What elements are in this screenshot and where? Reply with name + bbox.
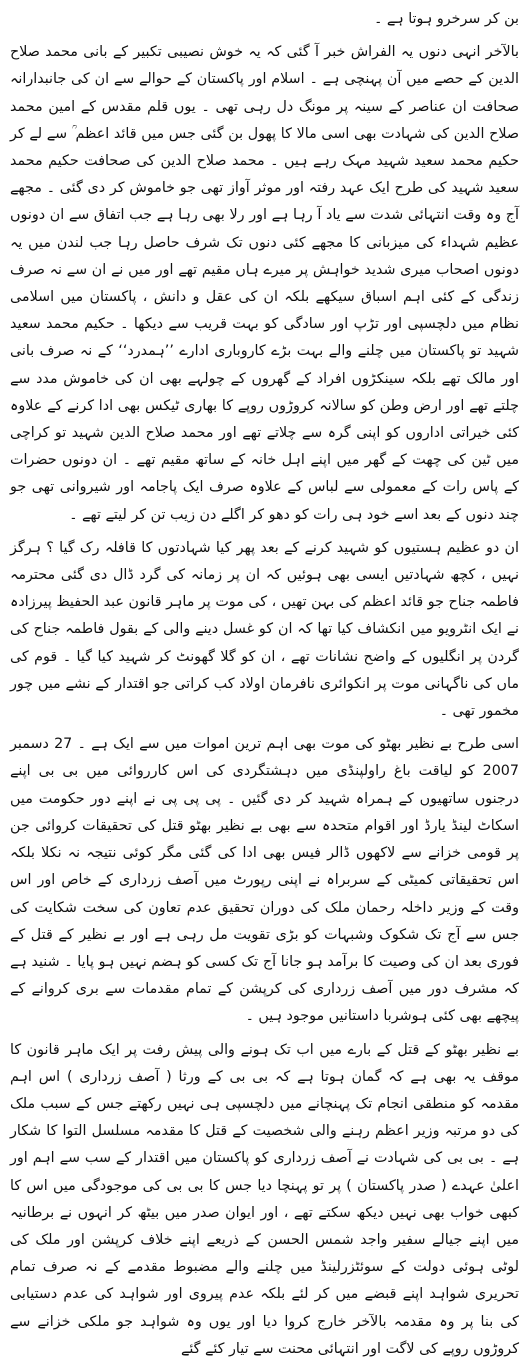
paragraph-salahuddin: بالآخر انہی دنوں یہ الفراش خبر آ گئی کہ یہ خوش نصیبی تکبیر کے بانی محمد صلاح الدین کے حصے میں آن پہنچی ہے ۔ اسلام اور پاکستان کے حوالے سے ان کی جانبدارانہ صحافت ان عناصر کے سینہ پر مونگ دل رہی تھی ۔ یوں قلم مقدس کے امین محمد صلاح الدین کی شہادت بھی اسی مالا کا پھول بن گئی جس میں قائد اعظم ؒ سے لے کر حکیم محمد سعید شہید مہک رہے ہیں ۔ محمد صلاح الدین کی صحافت حکیم محمد سعید شہید کی طرح ایک عہد رفتہ اور موثر آواز تھی جو خاموش کر دی گئی ۔ مجھے آج وہ وقت انتہائی شدت سے یاد آ رہا ہے اور رلا بھی رہا ہے جب اتفاق سے ان دونوں عظیم شہداء کی میزبانی کا مجھے کئی دنوں تک شرف حاصل رہا جب لندن میں یہ دونوں اصحاب میری شدید خواہش پر میرے ہاں مقیم تھے اور میں نے ان سے نہ صرف زندگی کے کئی اہم اسباق سیکھے بلکہ ان کی عقل و دانش ، پاکستان میں اسلامی نظام میں دلچسپی اور تڑپ اور سادگی کو بہت قریب سے دیکھا ۔ حکیم محمد سعید شہید تو پاکستان میں چلنے والے بہت بڑے کاروباری ادارے ’’ہمدرد‘‘ کے نہ صرف بانی اور مالک تھے بلکہ سینکڑوں افراد کے گھروں کے چولہے بھی ان کی خاموش مدد سے چلتے تھے اور ارض وطن کو سالانہ کروڑوں روپے کا بھاری ٹیکس بھی ادا کرنے کے علاوہ کئی خیراتی اداروں کو اپنی گرہ سے چلاتے تھے اور محمد صلاح الدین شہید تو کراچی میں ٹین کی چھت کے گھر میں اپنے اہل خانہ کے ساتھ مقیم تھے ۔ ان دونوں حضرات کے پاس رات کے معمولی سے لباس کے علاوہ صرف ایک پاجامہ اور شیروانی تھی جو چند دنوں کے بعد اسے خود ہی رات کو دھو کر اگلے دن زیب تن کر لیتے تھے ۔ <box>10 44 519 523</box>
paragraph-benazir-case: بے نظیر بھٹو کے قتل کے بارے میں اب تک ہونے والی پیش رفت پر ایک ماہر قانون کا موقف یہ بھی ہے کہ گمان ہوتا ہے کہ بی بی کے ورثا ( آصف زرداری ) اس اہم مقدمہ کو منطقی انجام تک پہنچانے میں دلچسپی ہی نہیں رکھتے جس کے سبب ملک کی دو مرتبہ وزیر اعظم رہنے والی شخصیت کے قتل کا مقدمہ مسلسل التوا کا شکار ہے ۔ بی بی کی شہادت نے آصف زرداری کو پاکستان میں اقتدار کے سب سے اہم اور اعلیٰ عہدے ( صدر پاکستان ) پر تو پہنچا دیا جس کا بی بی کی موجودگی میں اس کا کبھی خواب بھی نہیں دیکھ سکتے تھے ، اور ایوان صدر میں بیٹھ کر انہوں نے برطانیہ میں اپنے جیالے سفیر واجد شمس الحسن کے ذریعے اپنے خلاف کرپشن اور ملک کی لوٹی ہوئی دولت کے سوئٹزرلینڈ میں چلنے والے مضبوط مقدمے کے نہ صرف تمام تحریری شواہد اپنے قبضے میں کر لئے بلکہ عدم پیروی اور شواہد کی عدم دستیابی کی بنا پر وہ مقدمہ بالآخر خارج کروا دیا اور یوں وہ شواہد جو ملکی خزانے سے کروڑوں روپے کی لاگت اور انتہائی محنت سے تیار کئے گئے <box>10 1041 519 1357</box>
paragraph-fatima-jinnah: ان دو عظیم ہستیوں کو شہید کرنے کے بعد پھر کیا شہادتوں کا قافلہ رک گیا ؟ ہرگز نہیں ، کچھ شہادتیں ایسی بھی ہوئیں کہ ان پر زمانہ کی گرد ڈال دی گئی محترمہ فاطمہ جناح جو قائد اعظم کی بہن تھیں ، کی موت پر ماہر قانون عبد الحفیظ پیرزادہ نے ایک انٹرویو میں انکشاف کیا تھا کہ ان کو غسل دینے والی کے بقول فاطمہ جناح کی گردن پر انگلیوں کے واضح نشانات تھے ، ان کو گلا گھونٹ کر شہید کیا گیا ۔ قوم کی ماں کی ناگہانی موت پر انکوائری نافرمان اولاد کب کراتی جو اقتدار کے نشے میں چور مخمور تھی ۔ <box>10 539 519 720</box>
paragraph-intro: بن کر سرخرو ہوتا ہے ۔ <box>373 11 519 27</box>
paragraph-benazir-death: اسی طرح بے نظیر بھٹو کی موت بھی اہم ترین اموات میں سے ایک ہے ۔ 27 دسمبر 2007 کو لیاقت باغ راولپنڈی میں دہشتگردی کی اس کارروائی میں بی بی اپنے درجنوں ساتھیوں کے ہمراہ شہید کر دی گئیں ۔ پی پی پی نے اپنے دور حکومت میں اسکاٹ لینڈ یارڈ اور اقوام متحدہ سے بھی بے نظیر بھٹو قتل کی تحقیقات کروائی جن پر قومی خزانے سے لاکھوں ڈالر فیس بھی ادا کی گئی مگر کوئی نتیجہ نہ نکلا بلکہ اس تحقیقاتی کمیٹی کے سربراہ نے اپنی رپورٹ میں آصف زرداری کے خاص اور اس وقت کے وزیر داخلہ رحمان ملک کی دوران تحقیق عدم تعاون کی سخت شکایت کی جس سے آج تک شکوک وشبہات کو بڑی تقویت مل رہی ہے اور بے نظیر کے قتل کے فوری بعد ان کی وصیت کا برآمد ہو جانا آج تک کسی کو ہضم نہیں ہو پایا ۔ شنید ہے کہ مشرف دور میں آصف زرداری کی کرپشن کے تمام مقدمات سے بری کروانے کے پیچھے بھی کئی ہوشربا داستانیں موجود ہیں ۔ <box>10 736 519 1025</box>
